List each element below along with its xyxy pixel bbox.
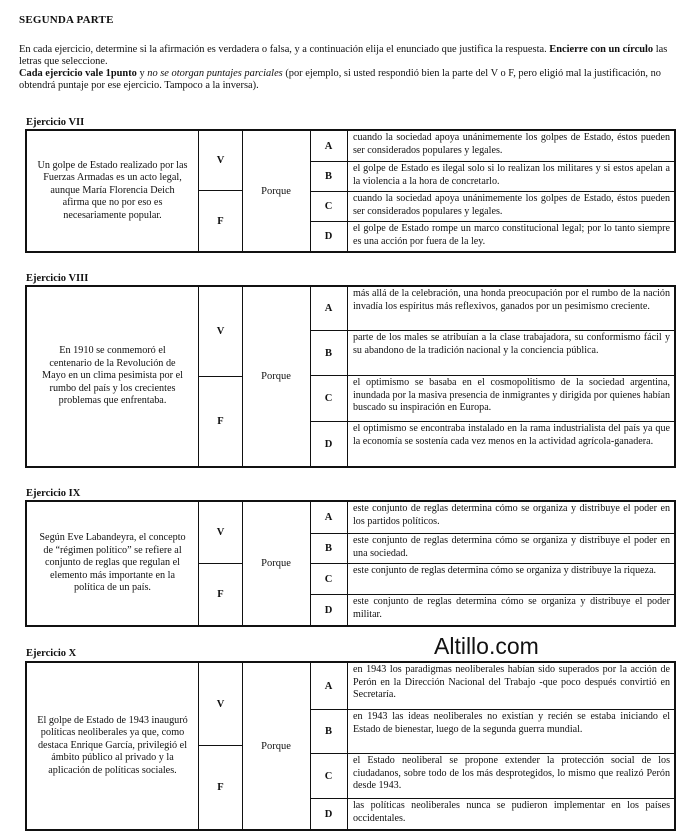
option-letter[interactable]: C xyxy=(310,754,348,798)
option-text: las políticas neoliberales nunca se pudieron implementar en los países occidentales. xyxy=(353,800,670,824)
true-option[interactable]: V xyxy=(199,502,242,564)
option-text: este conjunto de reglas determina cómo se organiza y distribuye el poder en los partidos políticos. xyxy=(353,503,670,527)
option-text: este conjunto de reglas determina cómo se organiza y distribuye la riqueza. xyxy=(353,565,657,576)
instructions-text-1: En cada ejercicio, determine si la afirmación es verdadera o falsa, y a continuación elija el enunciado que justifica la respuesta. xyxy=(19,44,547,55)
watermark: Altillo.com xyxy=(434,633,539,659)
option-text: parte de los males se atribuían a la clase trabajadora, su conformismo fácil y su abandono de la tradición nacional y la conciencia pública. xyxy=(353,332,670,356)
option-letter[interactable]: B xyxy=(310,331,348,375)
option-letter[interactable]: D xyxy=(310,799,348,829)
exercise-table xyxy=(25,285,676,468)
option-letter[interactable]: B xyxy=(310,534,348,563)
option-letter[interactable]: B xyxy=(310,162,348,191)
option-d[interactable] xyxy=(310,222,674,251)
option-d[interactable] xyxy=(310,422,674,466)
option-text: el golpe de Estado rompe un marco constitucional legal; por lo tanto siempre es una acción por fuera de la ley. xyxy=(353,223,670,247)
exercise-statement: Un golpe de Estado realizado por las Fuerzas Armadas es un acto legal, aunque María Florencia Deich afirma que no por eso es necesariamente popular. xyxy=(27,131,199,251)
exercise-table xyxy=(25,661,676,831)
option-text: este conjunto de reglas determina cómo se organiza y distribuye el poder en una sociedad. xyxy=(353,535,670,559)
section-title: SEGUNDA PARTE xyxy=(19,14,114,26)
option-letter[interactable]: A xyxy=(310,131,348,161)
true-false-column xyxy=(199,663,243,829)
option-a[interactable] xyxy=(310,502,674,534)
option-b[interactable] xyxy=(310,710,674,754)
option-b[interactable] xyxy=(310,534,674,564)
instructions-paragraph-1 xyxy=(19,44,691,68)
instructions-text-2: las letras que seleccione. xyxy=(19,44,668,67)
true-option[interactable]: V xyxy=(199,663,242,746)
exercise-title: Ejercicio VIII xyxy=(26,273,89,284)
option-letter[interactable]: C xyxy=(310,192,348,221)
option-text: este conjunto de reglas determina cómo se organiza y distribuye el poder militar. xyxy=(353,596,670,620)
instructions-text-3: y xyxy=(139,68,145,79)
exercise-statement: En 1910 se conmemoró el centenario de la Revolución de Mayo en un clima pesimista por el rumbo del país y los crecientes problemas que enfrentaba. xyxy=(27,287,199,466)
instructions-emphasis-1: Encierre con un círculo xyxy=(549,44,654,55)
false-option[interactable]: F xyxy=(217,782,224,793)
true-false-column xyxy=(199,287,243,466)
porque-label: Porque xyxy=(242,131,311,251)
instructions xyxy=(19,44,691,92)
option-letter[interactable]: A xyxy=(310,663,348,709)
option-text: el Estado neoliberal se propone extender la protección social de los ciudadanos, sobre todo de los más desprotegidos, lo mismo que realizó Perón desde 1943. xyxy=(353,755,670,791)
option-c[interactable] xyxy=(310,192,674,222)
instructions-paragraph-2 xyxy=(19,68,691,92)
porque-label: Porque xyxy=(242,287,311,466)
false-option[interactable]: F xyxy=(217,415,224,427)
option-letter[interactable]: A xyxy=(310,287,348,330)
option-text: más allá de la celebración, una honda preocupación por el rumbo de la nación invadía los espíritus más reflexivos, ganados por un pesimismo creciente. xyxy=(353,288,670,312)
option-b[interactable] xyxy=(310,162,674,192)
option-text: el golpe de Estado es ilegal solo si lo realizan los militares y si estos apelan a la violencia a la hora de concretarlo. xyxy=(353,163,670,187)
option-text: el optimismo se basaba en el cosmopolitismo de la sociedad argentina, inundada por la masiva presencia de inmigrantes y dirigida por quienes habían buscado su inspiración en Europa. xyxy=(353,377,671,413)
porque-label: Porque xyxy=(242,663,311,829)
option-text: en 1943 las ideas neoliberales no existían y recién se estaba iniciando el Estado de bienestar, luego de la segunda guerra mundial. xyxy=(353,711,670,735)
option-letter[interactable]: D xyxy=(310,595,348,625)
true-false-column xyxy=(199,502,243,625)
option-a[interactable] xyxy=(310,663,674,710)
option-letter[interactable]: C xyxy=(310,564,348,594)
option-letter[interactable]: B xyxy=(310,710,348,753)
instructions-text-4: (por ejemplo, si usted respondió bien la parte del V o F, pero eligió mal la justificación, no obtendrá puntaje por ese ejercicio. Tampoco a la inversa). xyxy=(19,68,661,91)
option-c[interactable] xyxy=(310,754,674,799)
options-column xyxy=(310,131,674,251)
porque-label: Porque xyxy=(242,502,311,625)
instructions-italic: no se otorgan puntajes parciales xyxy=(147,68,283,79)
instructions-emphasis-2: Cada ejercicio vale 1punto xyxy=(19,68,137,79)
option-d[interactable] xyxy=(310,595,674,625)
option-d[interactable] xyxy=(310,799,674,829)
exercise-title: Ejercicio VII xyxy=(26,117,85,128)
option-text: cuando la sociedad apoya unánimemente los golpes de Estado, éstos pueden ser considerados populares y legales. xyxy=(353,132,670,156)
false-option[interactable]: F xyxy=(217,588,224,600)
exercise-statement: El golpe de Estado de 1943 inauguró políticas neoliberales ya que, como destaca Enrique García, privilegió el ámbito público al privado y la aplicación de políticas sociales. xyxy=(27,663,199,829)
option-text: en 1943 los paradigmas neoliberales habían sido superados por la acción de Perón en la Dirección Nacional del Trabajo -que poco después convirtió en Secretaría. xyxy=(353,664,670,700)
exercise-table xyxy=(25,500,676,627)
options-column xyxy=(310,287,674,466)
exercise-title: Ejercicio X xyxy=(26,648,77,659)
options-column xyxy=(310,502,674,625)
exercise-title: Ejercicio IX xyxy=(26,488,81,499)
exercise-table xyxy=(25,129,676,253)
option-letter[interactable]: D xyxy=(310,222,348,251)
option-b[interactable] xyxy=(310,331,674,376)
option-c[interactable] xyxy=(310,564,674,595)
exercise-statement: Según Eve Labandeyra, el concepto de “régimen político” se refiere al conjunto de reglas que regulan el elemento más importante en la política de un país. xyxy=(27,502,199,625)
option-letter[interactable]: D xyxy=(310,422,348,466)
option-letter[interactable]: A xyxy=(310,502,348,533)
option-a[interactable] xyxy=(310,131,674,162)
option-letter[interactable]: C xyxy=(310,376,348,421)
option-c[interactable] xyxy=(310,376,674,422)
true-option[interactable]: V xyxy=(199,131,242,191)
true-false-column xyxy=(199,131,243,251)
option-text: cuando la sociedad apoya unánimemente los golpes de Estado, éstos pueden ser considerados populares y legales. xyxy=(353,193,670,217)
option-a[interactable] xyxy=(310,287,674,331)
options-column xyxy=(310,663,674,829)
true-option[interactable]: V xyxy=(199,287,242,377)
option-text: el optimismo se encontraba instalado en la rama industrialista del país ya que la economía se sostenía cada vez menos en la actividad agrícola-ganadera. xyxy=(353,423,670,447)
false-option[interactable]: F xyxy=(217,215,224,227)
